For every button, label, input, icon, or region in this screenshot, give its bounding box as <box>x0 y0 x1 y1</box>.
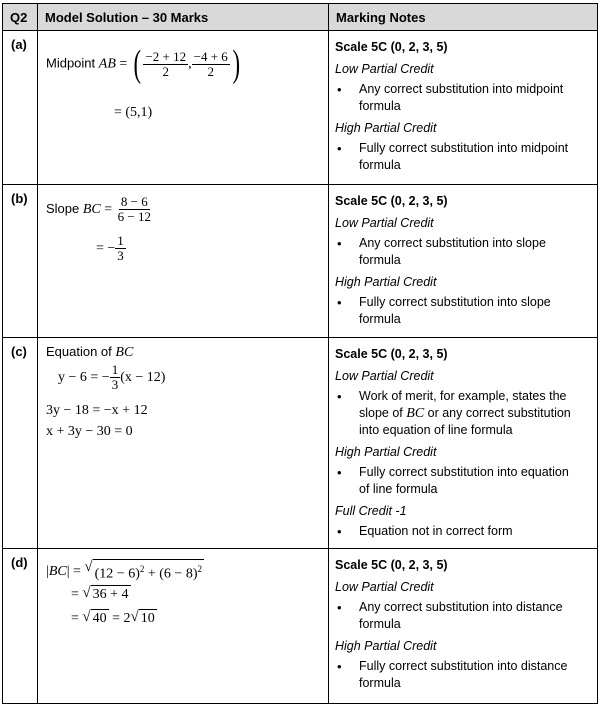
part-d-low-item: • Any correct substitution into distance formula <box>337 600 563 631</box>
part-b-word: Slope <box>46 200 80 216</box>
header-q: Q2 <box>3 4 38 31</box>
part-d-low-heading: Low Partial Credit <box>335 580 434 594</box>
part-b-frac1: $\frac{8 - 6}{6 - 12}$ <box>117 194 152 224</box>
row-part-b <box>3 185 598 338</box>
part-b-frac2: $\frac{1}{3}$ <box>117 233 124 263</box>
part-c-full-item: • Equation not in correct form <box>337 524 513 539</box>
part-b-high-heading: High Partial Credit <box>335 275 437 289</box>
part-c-solution <box>38 338 329 549</box>
header-notes: Marking Notes <box>329 4 598 31</box>
part-a-solution <box>38 31 329 185</box>
part-d-scale: Scale 5C (0, 2, 3, 5) <box>335 558 448 572</box>
header-solution: Model Solution – 30 Marks <box>38 4 329 31</box>
part-d-sqrt1: √ $(12 - 6)^2 + (6 - 8)^2$ <box>84 559 202 582</box>
part-c-label: (c) <box>3 338 38 549</box>
row-part-a <box>3 31 598 185</box>
row-part-c <box>3 338 598 549</box>
part-d-label: (d) <box>3 549 38 704</box>
part-a-scale: Scale 5C (0, 2, 3, 5) <box>335 40 448 54</box>
part-b-line2: = − $\frac{1}{3}$ <box>96 233 124 263</box>
part-d-line3: = √ 40 = 2 √ 10 <box>71 609 155 626</box>
part-d-high-item: • Fully correct substitution into distance formula <box>337 659 568 690</box>
part-c-high-item: • Fully correct substitution into equation of line formula <box>337 465 569 496</box>
part-b-lhs: BC <box>82 201 101 217</box>
part-b-line1: Slope BC = $\frac{8 - 6}{6 - 12}$ <box>46 194 152 224</box>
part-a-frac1: $\frac{-2 + 12}{2}$ <box>145 48 187 79</box>
marking-scheme-table <box>2 3 598 704</box>
part-c-low-item: • Work of merit, for example, states the slope of BC or any correct substitution into equation of line formula <box>337 389 571 437</box>
part-a-result: = (5,1) <box>114 105 153 120</box>
part-b-label: (b) <box>3 185 38 338</box>
part-c-high-heading: High Partial Credit <box>335 445 437 459</box>
part-b-low-heading: Low Partial Credit <box>335 216 434 230</box>
part-c-line1: y − 6 = − $\frac{1}{3}$ (x − 12) <box>58 362 166 392</box>
part-a-low-heading: Low Partial Credit <box>335 62 434 76</box>
part-c-line2: 3y − 18 = −x + 12 <box>46 403 148 418</box>
part-c-full-heading: Full Credit -1 <box>335 504 407 518</box>
part-a-high-item: • Fully correct substitution into midpoint formula <box>337 141 569 172</box>
part-b-solution <box>38 185 329 338</box>
part-b-notes <box>329 185 598 338</box>
part-c-notes <box>329 338 598 549</box>
part-a-notes <box>329 31 598 185</box>
part-a-high-heading: High Partial Credit <box>335 121 437 135</box>
part-a-lhs: AB <box>98 56 116 72</box>
part-a-low-item: • Any correct substitution into midpoint formula <box>337 82 564 113</box>
part-a-label: (a) <box>3 31 38 185</box>
part-c-low-heading: Low Partial Credit <box>335 369 434 383</box>
part-a-frac2: $\frac{-4 + 6}{2}$ <box>193 48 228 79</box>
part-b-high-item: • Fully correct substitution into slope formula <box>337 295 551 326</box>
part-d-line2: = √ 36 + 4 <box>71 585 129 602</box>
part-c-word: Equation of <box>46 344 112 359</box>
part-b-low-item: • Any correct substitution into slope formula <box>337 236 546 267</box>
part-b-scale: Scale 5C (0, 2, 3, 5) <box>335 194 448 208</box>
part-c-lhs: BC <box>115 345 134 360</box>
part-d-high-heading: High Partial Credit <box>335 639 437 653</box>
part-c-scale: Scale 5C (0, 2, 3, 5) <box>335 347 448 361</box>
part-a-word: Midpoint <box>46 55 96 71</box>
part-a-line1: Midpoint AB = ( $\frac{-2 + 12}{2}$ , $\frac{-4 + 6}{2}$ ) <box>46 43 240 85</box>
part-d-line1: |BC| = √ $(12 - 6)^2 + (6 - 8)^2$ <box>46 559 202 582</box>
header-row <box>3 4 598 31</box>
part-d-notes <box>329 549 598 704</box>
row-part-d <box>3 549 598 704</box>
part-c-line0 <box>46 344 133 361</box>
part-c-frac: $\frac{1}{3}$ <box>111 362 119 392</box>
part-d-solution <box>38 549 329 704</box>
part-c-line3: x + 3y − 30 = 0 <box>46 424 133 439</box>
